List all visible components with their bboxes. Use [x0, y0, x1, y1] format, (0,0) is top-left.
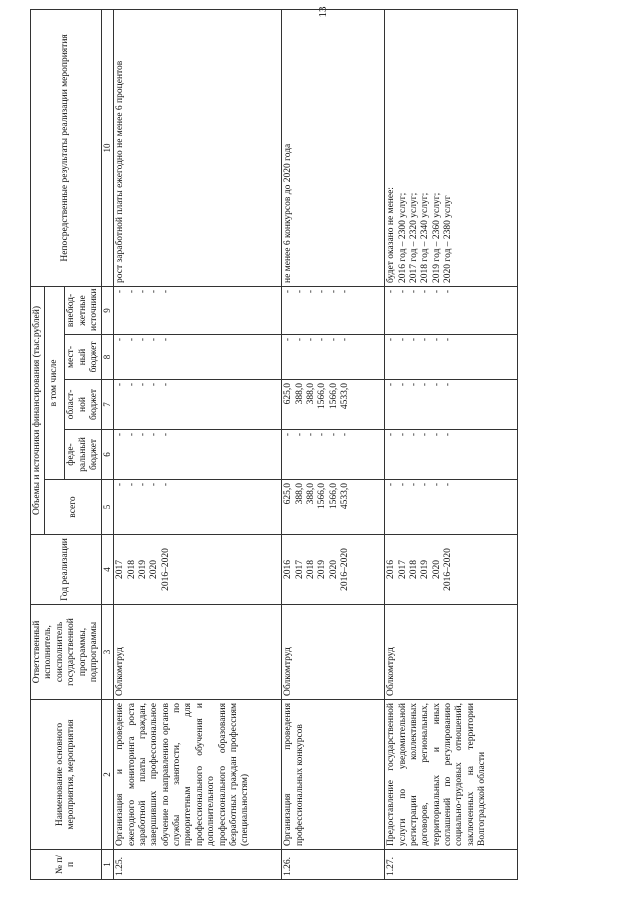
- responsible-executor: Облкомтруд: [114, 605, 282, 700]
- header-no: № п/п: [31, 850, 102, 880]
- regional-cell: - - - - - -: [385, 380, 518, 430]
- column-number: 6: [102, 430, 114, 480]
- responsible-executor: Облкомтруд: [385, 605, 518, 700]
- responsible-executor: Облкомтруд: [282, 605, 385, 700]
- total-cell: 625,0 388,0 388,0 1566,0 1566,0 4533,0: [282, 480, 385, 535]
- table-row: [385, 9, 518, 879]
- federal-cell: - - - - - -: [385, 430, 518, 480]
- local-cell: - - - - -: [114, 335, 282, 380]
- measure-name: Организация проведения профессиональных конкурсов: [282, 700, 385, 850]
- years-cell: 2016 2017 2018 2019 2020 2016–2020: [385, 535, 518, 605]
- row-number: 1.27.: [385, 850, 518, 880]
- extrabudget-cell: - - - - - -: [282, 286, 385, 334]
- page-number: 13: [317, 6, 329, 18]
- column-number: 10: [102, 9, 114, 286]
- column-number-row: [102, 9, 114, 879]
- header-local: мест-ный бюджет: [65, 335, 102, 380]
- header-incl: в том числе: [45, 286, 65, 479]
- column-number: 5: [102, 480, 114, 535]
- local-cell: - - - - - -: [282, 335, 385, 380]
- table-row: [114, 9, 282, 879]
- header-responsible: Ответственный исполнитель, соисполнитель государственной программы, подпрограммы: [31, 605, 102, 700]
- header-regional: област-ной бюджет: [65, 380, 102, 430]
- extrabudget-cell: - - - - -: [114, 286, 282, 334]
- extrabudget-cell: - - - - - -: [385, 286, 518, 334]
- column-number: 7: [102, 380, 114, 430]
- row-number: 1.25.: [114, 850, 282, 880]
- rotated-page: [30, 10, 590, 880]
- column-number: 1: [102, 850, 114, 880]
- column-number: 3: [102, 605, 114, 700]
- result-cell: рост заработной платы ежегодно не менее 6 процентов: [114, 9, 282, 286]
- measure-name: Предоставление государственной услуги по уведомительной регистрации коллективных договоров, региональных, территориальных и иных соглашений по регулированию социально-трудовых отношений, заключенных на территории Волгоградской области: [385, 700, 518, 850]
- header-funding: Объемы и источники финансирования (тыс.рублей): [31, 286, 45, 534]
- table-row: [282, 9, 385, 879]
- header-total: всего: [45, 480, 102, 535]
- column-number: 2: [102, 700, 114, 850]
- row-number: 1.26.: [282, 850, 385, 880]
- header-year: Год реализации: [31, 535, 102, 605]
- regional-cell: 625,0 388,0 388,0 1566,0 1566,0 4533,0: [282, 380, 385, 430]
- years-cell: 2017 2018 2019 2020 2016–2020: [114, 535, 282, 605]
- header-federal: феде-ральный бюджет: [65, 430, 102, 480]
- header-name: Наименование основного мероприятия, мероприятия: [31, 700, 102, 850]
- regional-cell: - - - - -: [114, 380, 282, 430]
- column-number: 4: [102, 535, 114, 605]
- result-cell: будет оказано не менее: 2016 год – 2300 услуг; 2017 год – 2320 услуг; 2018 год – 2340 услуг; 2019 год – 2360 услуг; 2020 год – 2380 услуг: [385, 9, 518, 286]
- header-extrabudget: внебюд-жетные источники: [65, 286, 102, 334]
- federal-cell: - - - - -: [114, 430, 282, 480]
- program-table: [30, 9, 518, 880]
- total-cell: - - - - -: [114, 480, 282, 535]
- local-cell: - - - - - -: [385, 335, 518, 380]
- measure-name: Организация и проведение ежегодного мониторинга роста заработной платы граждан, завершивших профессиональное обучение по направлению органов службы занятости, по приоритетным для профессионального обучения и дополнительного профессионального образования безработных граждан профессиям (специальностям): [114, 700, 282, 850]
- column-number: 8: [102, 335, 114, 380]
- federal-cell: - - - - - -: [282, 430, 385, 480]
- years-cell: 2016 2017 2018 2019 2020 2016–2020: [282, 535, 385, 605]
- header-results: Непосредственные результаты реализации мероприятия: [31, 9, 102, 286]
- column-number: 9: [102, 286, 114, 334]
- total-cell: - - - - - -: [385, 480, 518, 535]
- result-cell: не менее 6 конкурсов до 2020 года: [282, 9, 385, 286]
